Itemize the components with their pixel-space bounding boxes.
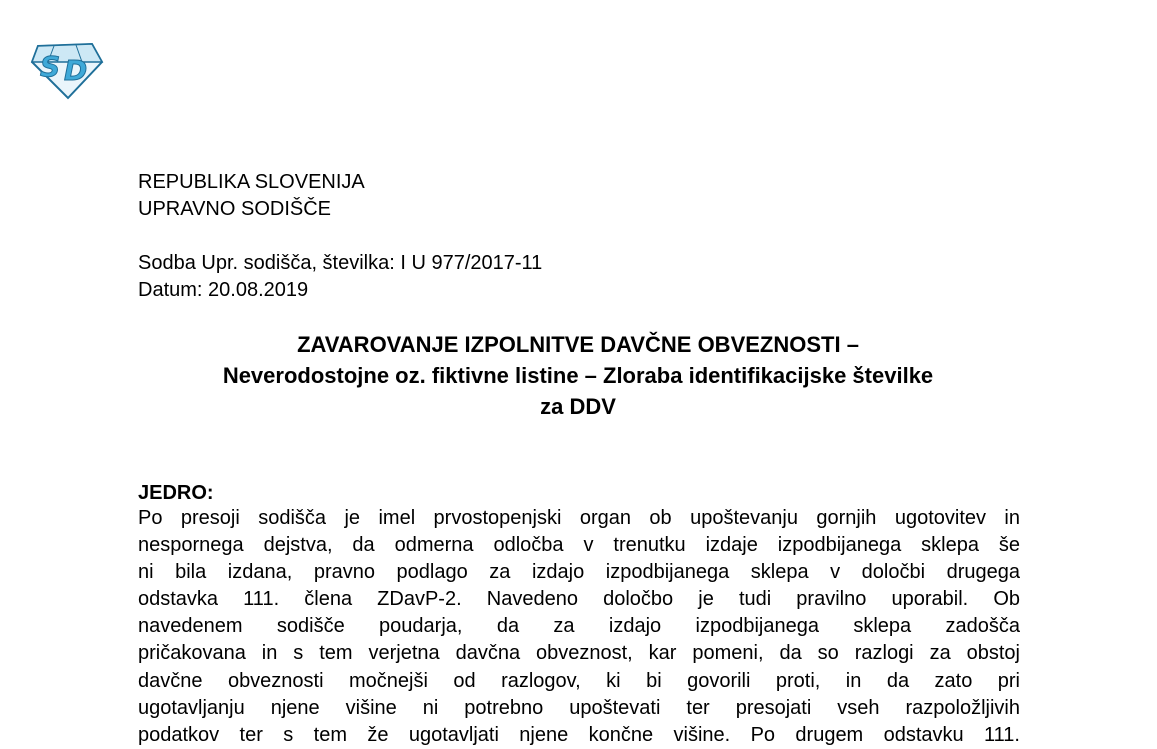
paragraph-line: ni bila izdana, pravno podlago za izdajo izpodbijanega sklepa v določbi drugega [138, 561, 1020, 584]
judgment-date: Datum: 20.08.2019 [138, 279, 309, 301]
paragraph-line: nespornega dejstva, da odmerna odločba v trenutku izdaje izpodbijanega sklepa še [138, 534, 1020, 557]
paragraph-line: navedenem sodišče poudarja, da za izdajo izpodbijanega sklepa zadošča [138, 615, 1020, 638]
svg-text:S: S [40, 50, 61, 83]
judgment-reference [138, 250, 542, 304]
paragraph-line: odstavka 111. člena ZDavP-2. Navedeno določbo je tudi pravilno uporabil. Ob [138, 588, 1020, 611]
jedro-paragraph [138, 505, 1020, 749]
paragraph-line: pričakovana in s tem verjetna davčna obveznost, kar pomeni, da so razlogi za obstoj [138, 642, 1020, 665]
country-name: REPUBLIKA SLOVENIJA [138, 171, 365, 193]
case-number: Sodba Upr. sodišča, številka: I U 977/2017-11 [138, 252, 543, 274]
paragraph-line: davčne obveznosti močnejši od razlogov, ki bi govorili proti, in da zato pri [138, 669, 1020, 692]
paragraph-line: podatkov ter s tem že ugotavljati njene končne višine. Po drugem odstavku 111. [138, 723, 1020, 746]
title-line-2: Neverodostojne oz. fiktivne listine – Zloraba identifikacijske številke [222, 363, 934, 388]
court-header [138, 169, 365, 223]
document-title [130, 329, 1026, 422]
title-line-3: za DDV [540, 394, 616, 419]
jedro-heading: JEDRO: [138, 482, 214, 504]
court-name: UPRAVNO SODIŠČE [138, 198, 331, 220]
paragraph-line: ugotavljanju njene višine ni potrebno upoštevati ter presojati vseh razpoložljivih [138, 696, 1020, 719]
court-logo [30, 40, 105, 100]
paragraph-line: Po presoji sodišča je imel prvostopenjski organ ob upoštevanju gornjih ugotovitev in [138, 507, 1020, 529]
svg-text:D: D [64, 54, 88, 87]
title-line-1: ZAVAROVANJE IZPOLNITVE DAVČNE OBVEZNOSTI – [297, 332, 859, 357]
